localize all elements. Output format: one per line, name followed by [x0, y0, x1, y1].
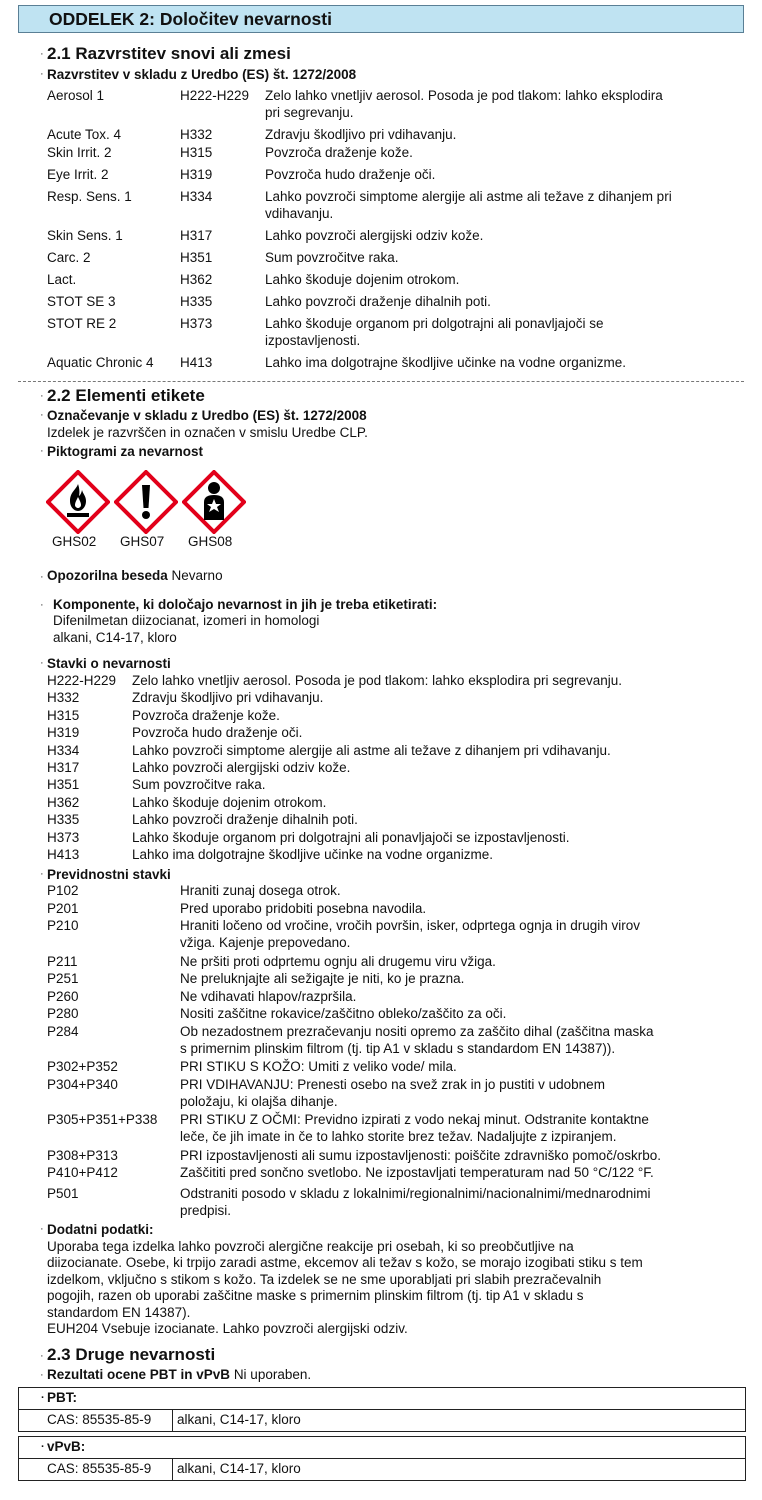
- hazard-code: H315: [180, 145, 213, 160]
- hazard-statement-code: H351: [47, 777, 80, 793]
- hazard-statement-code: H319: [47, 725, 80, 741]
- hazard-text: Zdravju škodljivo pri vdihavanju.: [265, 127, 457, 142]
- component-item: Difenilmetan diizocianat, izomeri in homologi: [53, 613, 320, 628]
- classification-category: Aerosol 1: [47, 88, 105, 103]
- bullet: ·: [40, 48, 44, 60]
- pbt-head: Rezultati ocene PBT in vPvB: [47, 1367, 231, 1382]
- cas-number: CAS: 85535-85-9: [47, 1461, 152, 1476]
- bullet: ·: [40, 868, 44, 880]
- precaution-text: Ob nezadostnem prezračevanju nositi opremo za zaščito dihal (zaščitna maska: [180, 1023, 654, 1039]
- precaution-text: leče, če jih imate in če to lahko storite brez težav. Nadaljujte z izpiranjem.: [180, 1129, 617, 1144]
- pictogram-label: GHS08: [188, 534, 233, 549]
- hazard-text: Lahko ima dolgotrajne škodljive učinke na vodne organizme.: [265, 355, 626, 370]
- signal-word: Nevarno: [171, 568, 223, 583]
- classification-category: Acute Tox. 4: [47, 127, 122, 142]
- hazard-code: H334: [180, 189, 213, 204]
- health-hazard-icon: [182, 470, 246, 534]
- classification-category: Resp. Sens. 1: [47, 189, 132, 204]
- precaution-code: P280: [47, 1006, 79, 1021]
- bullet: ·: [40, 571, 44, 583]
- hazard-text: Lahko povzroči draženje dihalnih poti.: [265, 294, 491, 309]
- labelling-text: Izdelek je razvrščen in označen v smislu Uredbe CLP.: [47, 425, 368, 440]
- precaution-text: Ne pršiti proti odprtemu ognju ali drugemu viru vžiga.: [180, 953, 496, 969]
- hazard-statement-text: Lahko povzroči draženje dihalnih poti.: [132, 812, 358, 828]
- vpvb-table-head: vPvB:: [47, 1439, 86, 1454]
- precaution-text: položaju, ki olajša dihanje.: [180, 1093, 338, 1109]
- additional-line: diizocianate. Osebe, ki trpijo zaradi astme, ekcemov ali težav s kožo, se morajo izogibati stiku s tem: [47, 1255, 643, 1271]
- hazard-text: Lahko škoduje organom pri dolgotrajni ali ponavljajoči se: [265, 316, 604, 331]
- hazard-statement-code: H362: [47, 794, 80, 810]
- hazard-statement-code: H413: [47, 847, 80, 862]
- hazard-text: Lahko škoduje dojenim otrokom.: [265, 272, 460, 287]
- hazard-statement-text: Povzroča hudo draženje oči.: [132, 725, 303, 741]
- hazard-code: H332: [180, 127, 213, 142]
- bullet: ·: [41, 1392, 45, 1404]
- additional-line: EUH204 Vsebuje izocianate. Lahko povzroči alergijski odziv.: [47, 1321, 408, 1336]
- precaution-code: P211: [47, 953, 78, 969]
- precaution-code: P305+P351+P338: [47, 1112, 158, 1127]
- hazard-text: Zelo lahko vnetljiv aerosol. Posoda je pod tlakom: lahko eksplodira: [265, 88, 663, 103]
- hazard-statement-code: H315: [47, 707, 80, 723]
- hazard-statement-text: Lahko povzroči simptome alergije ali astme ali težave z dihanjem pri vdihavanju.: [132, 742, 611, 758]
- bullet: ·: [40, 657, 44, 669]
- precaution-text: Odstraniti posodo v skladu z lokalnimi/regionalnimi/nacionalnimi/mednarodnimi: [180, 1185, 651, 1201]
- precaution-code: P284: [47, 1023, 79, 1039]
- hazard-statement-code: H373: [47, 829, 80, 845]
- classification-category: Aquatic Chronic 4: [47, 355, 154, 370]
- classification-category: Carc. 2: [47, 250, 91, 265]
- bullet: ·: [40, 445, 44, 457]
- hazard-head: Stavki o nevarnosti: [47, 656, 171, 671]
- hazard-statement-code: H317: [47, 760, 80, 775]
- bullet: ·: [40, 390, 44, 402]
- hazard-text: Lahko povzroči alergijski odziv kože.: [265, 228, 484, 243]
- precaution-text: PRI STIKU S KOŽO: Umiti z veliko vode/ mila.: [180, 1059, 457, 1074]
- flame-icon: [46, 470, 110, 534]
- hazard-code: H373: [180, 316, 213, 331]
- bullet: ·: [40, 1369, 44, 1381]
- substance-name: alkani, C14-17, kloro: [177, 1412, 301, 1427]
- hazard-statement-text: Sum povzročitve raka.: [132, 777, 266, 793]
- vpvb-table: [18, 1436, 746, 1481]
- hazard-text: Povzroča draženje kože.: [265, 145, 413, 160]
- hazard-statement-text: Lahko povzroči alergijski odziv kože.: [132, 760, 351, 775]
- precaution-code: P304+P340: [47, 1076, 118, 1092]
- pbt-table: [18, 1387, 746, 1432]
- pbt-table-head: PBT:: [47, 1390, 77, 1405]
- bullet: ·: [40, 409, 44, 421]
- cell-divider: [172, 1410, 173, 1431]
- section-divider: [18, 381, 744, 382]
- precaution-text: Hraniti zunaj dosega otrok.: [180, 883, 341, 898]
- s22-title: 2.2 Elementi etikete: [47, 386, 205, 405]
- s21-title: 2.1 Razvrstitev snovi ali zmesi: [47, 44, 291, 63]
- pictogram-label: GHS02: [52, 534, 97, 549]
- components-head: Komponente, ki določajo nevarnost in jih je treba etiketirati:: [53, 597, 438, 612]
- precaution-text: predpisi.: [180, 1202, 232, 1218]
- hazard-code: H335: [180, 294, 213, 309]
- classification-category: Skin Irrit. 2: [47, 145, 112, 160]
- labelling-head: Označevanje v skladu z Uredbo (ES) št. 1272/2008: [47, 408, 367, 423]
- precaution-text: vžiga. Kajenje prepovedano.: [180, 935, 351, 950]
- hazard-code: H319: [180, 167, 213, 182]
- bullet: ·: [41, 1441, 45, 1453]
- precaution-code: P210: [47, 918, 79, 933]
- hazard-statement-text: Povzroča draženje kože.: [132, 707, 280, 723]
- hazard-statement-text: Lahko ima dolgotrajne škodljive učinke na vodne organizme.: [132, 847, 493, 862]
- bullet: ·: [40, 599, 44, 611]
- precaution-text: Hraniti ločeno od vročine, vročih površin, isker, odprtega ognja in drugih virov: [180, 918, 640, 933]
- bullet: ·: [40, 1223, 44, 1235]
- additional-line: izdelkom, vključno s stikom s kožo. Ta izdelek se ne sme uporabljati pri slabih prezračevalnih: [47, 1271, 602, 1287]
- pbt-line: [47, 1367, 311, 1383]
- cas-number: CAS: 85535-85-9: [47, 1412, 152, 1427]
- hazard-statement-code: H222-H229: [47, 673, 117, 688]
- classification-category: STOT SE 3: [47, 294, 116, 309]
- s23-title: 2.3 Druge nevarnosti: [47, 1345, 216, 1364]
- additional-line: standardom EN 14387).: [47, 1304, 191, 1320]
- precaution-head: Previdnostni stavki: [47, 867, 171, 882]
- hazard-code: H413: [180, 355, 213, 370]
- precaution-text: Ne preluknjajte ali sežigajte je niti, ko je prazna.: [180, 971, 465, 986]
- precaution-text: Ne vdihavati hlapov/razpršila.: [180, 988, 357, 1004]
- section-title: ODDELEK 2: Določitev nevarnosti: [18, 5, 744, 33]
- pictograms-head: Piktogrami za nevarnost: [47, 444, 204, 459]
- precaution-text: Pred uporabo pridobiti posebna navodila.: [180, 900, 427, 916]
- exclamation-icon: [114, 470, 178, 534]
- classification-category: STOT RE 2: [47, 316, 117, 331]
- precaution-text: PRI STIKU Z OČMI: Previdno izpirati z vodo nekaj minut. Odstranite kontaktne: [180, 1112, 649, 1127]
- hazard-statement-text: Zelo lahko vnetljiv aerosol. Posoda je pod tlakom: lahko eksplodira pri segrevanju.: [132, 673, 623, 688]
- precaution-code: P410+P412: [47, 1165, 118, 1180]
- hazard-code: H222-H229: [180, 88, 250, 103]
- hazard-text: Sum povzročitve raka.: [265, 250, 399, 265]
- hazard-statement-text: Lahko škoduje organom pri dolgotrajni ali ponavljajoči se izpostavljenosti.: [132, 829, 570, 845]
- s21-subtitle: Razvrstitev v skladu z Uredbo (ES) št. 1272/2008: [47, 67, 357, 82]
- hazard-code: H362: [180, 272, 213, 287]
- additional-line: pogojih, razen ob uporabi zaščitne maske s primernim plinskim filtrom (tj. tip A1 v skladu s: [47, 1288, 584, 1304]
- hazard-statement-code: H335: [47, 812, 80, 828]
- additional-head: Dodatni podatki:: [47, 1222, 154, 1237]
- hazard-text-cont: pri segrevanju.: [265, 105, 354, 120]
- hazard-code: H317: [180, 228, 213, 243]
- classification-category: Lact.: [47, 272, 77, 287]
- pbt-value: Ni uporaben.: [233, 1367, 312, 1382]
- component-item: alkani, C14-17, kloro: [53, 630, 177, 645]
- hazard-statement-text: Lahko škoduje dojenim otrokom.: [132, 794, 327, 810]
- pictogram-label: GHS07: [120, 534, 165, 549]
- bullet: ·: [40, 68, 44, 80]
- classification-category: Eye Irrit. 2: [47, 167, 109, 182]
- hazard-statement-code: H334: [47, 742, 80, 758]
- precaution-text: PRI VDIHAVANJU: Prenesti osebo na svež zrak in jo pustiti v udobnem: [180, 1076, 605, 1092]
- precaution-code: P501: [47, 1185, 79, 1201]
- precaution-code: P201: [47, 900, 79, 916]
- precaution-code: P251: [47, 971, 79, 986]
- precaution-code: P302+P352: [47, 1059, 118, 1074]
- hazard-text-cont: izpostavljenosti.: [265, 333, 361, 348]
- hazard-statement-text: Zdravju škodljivo pri vdihavanju.: [132, 690, 324, 706]
- cell-divider: [172, 1459, 173, 1480]
- classification-category: Skin Sens. 1: [47, 228, 123, 243]
- hazard-text-cont: vdihavanju.: [265, 206, 334, 221]
- precaution-code: P308+P313: [47, 1147, 118, 1163]
- precaution-text: Zaščititi pred sončno svetlobo. Ne izpostavljati temperaturam nad 50 °C/122 °F.: [180, 1165, 654, 1180]
- hazard-text: Lahko povzroči simptome alergije ali astme ali težave z dihanjem pri: [265, 189, 672, 204]
- precaution-text: PRI izpostavljenosti ali sumu izpostavljenosti: poiščite zdravniško pomoč/oskrbo.: [180, 1147, 661, 1163]
- precaution-code: P260: [47, 988, 79, 1004]
- additional-line: Uporaba tega izdelka lahko povzroči alergične reakcije pri osebah, ki so preobčutljive na: [47, 1239, 574, 1254]
- precaution-text: s primernim plinskim filtrom (tj. tip A1 v skladu s standardom EN 14387)).: [180, 1040, 616, 1056]
- hazard-text: Povzroča hudo draženje oči.: [265, 167, 436, 182]
- signal-word-line: [47, 568, 223, 584]
- hazard-code: H351: [180, 250, 213, 265]
- precaution-code: P102: [47, 883, 79, 898]
- hazard-statement-code: H332: [47, 690, 80, 706]
- substance-name: alkani, C14-17, kloro: [177, 1461, 301, 1476]
- signal-head: Opozorilna beseda: [47, 568, 168, 583]
- precaution-text: Nositi zaščitne rokavice/zaščitno obleko/zaščito za oči.: [180, 1006, 507, 1021]
- bullet: ·: [40, 1350, 44, 1362]
